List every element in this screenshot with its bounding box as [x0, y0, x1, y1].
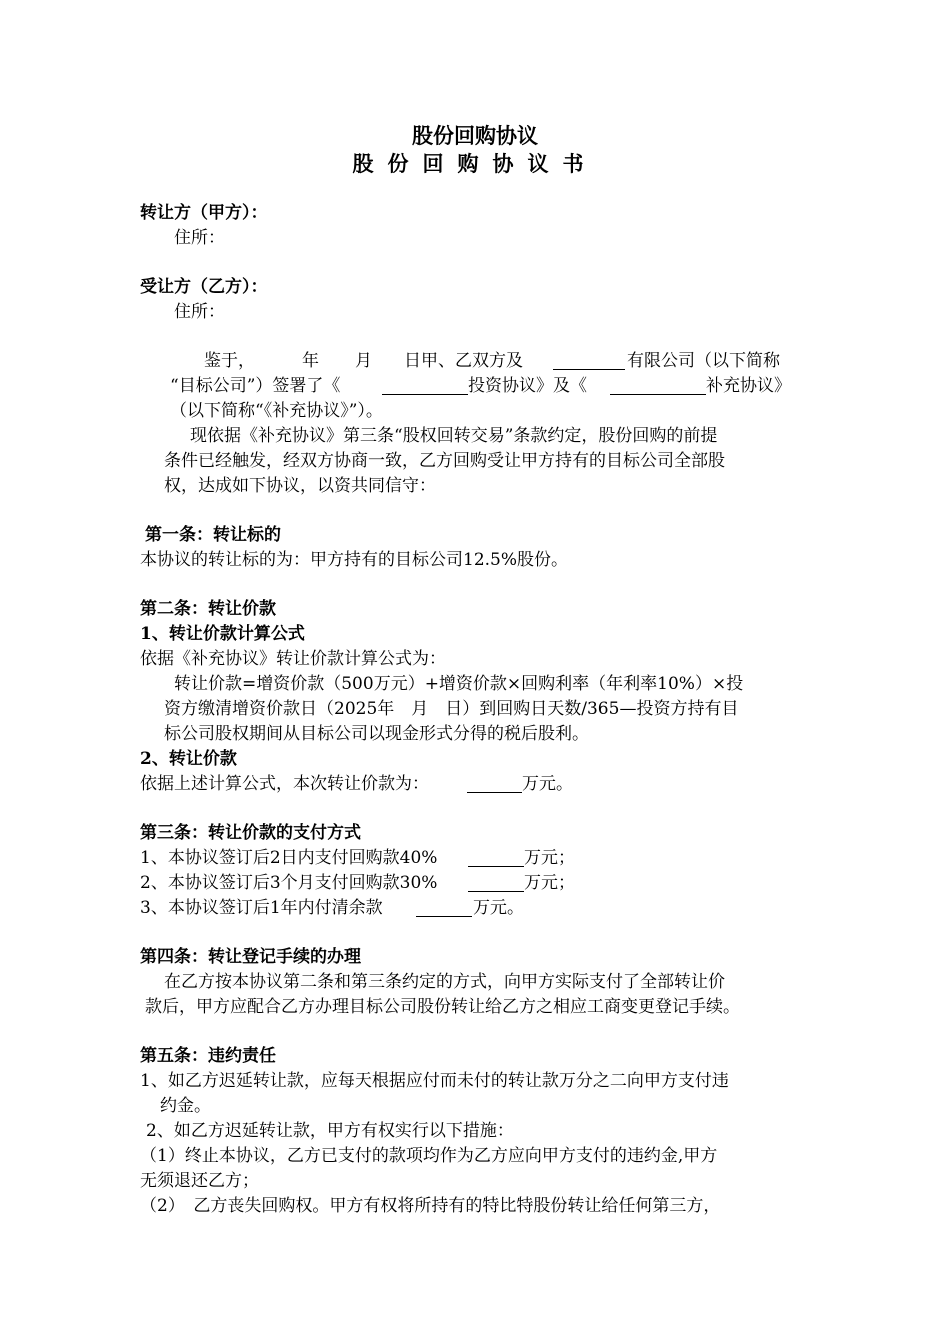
payment-item2-unit: 万元；	[524, 873, 575, 893]
formula-line2: 资方缴清增资价款日（2025年 月 日）到回购日天数/365—投资方持有目	[164, 699, 739, 719]
preamble-supplement: 补充协议》	[706, 376, 791, 396]
preamble-investment: 投资协议》及《	[468, 376, 587, 396]
article5-heading: 第五条：违约责任	[140, 1046, 276, 1066]
investment-agreement-blank	[382, 377, 468, 395]
company-name-blank	[553, 352, 625, 370]
price-blank	[467, 775, 522, 793]
liability-sub1-line1: （1）终止本协议，乙方已支付的款项均作为乙方应向甲方支付的违约金,甲方	[140, 1146, 718, 1166]
preamble-paragraph2-line2: 条件已经触发，经双方协商一致，乙方回购受让甲方持有的目标公司全部股	[164, 451, 725, 471]
preamble-whereas: 鉴于，	[204, 351, 255, 371]
payment-item2-blank	[468, 874, 524, 892]
transferor-address: 住所：	[174, 228, 225, 248]
transferor-label: 转让方（甲方）：	[140, 203, 268, 223]
article4-line2: 款后，甲方应配合乙方办理目标公司股份转让给乙方之相应工商变更登记手续。	[145, 997, 740, 1017]
payment-item3-blank	[416, 899, 472, 917]
liability-sub2: （2） 乙方丧失回购权。甲方有权将所持有的特比特股份转让给任何第三方，	[140, 1196, 721, 1216]
liability-item1-line1: 1、如乙方迟延转让款，应每天根据应付而未付的转让款万分之二向甲方支付违	[140, 1071, 729, 1091]
article4-line1: 在乙方按本协议第二条和第三条约定的方式，向甲方实际支付了全部转让价	[164, 972, 725, 992]
formula-line1: 转让价款=增资价款（500万元）+增资价款×回购利率（年利率10%）×投	[174, 674, 744, 694]
article2-sub1: 1、转让价款计算公式	[140, 624, 305, 644]
article2-heading: 第二条：转让价款	[140, 599, 276, 619]
payment-item1-blank	[468, 849, 524, 867]
article1-text: 本协议的转让标的为：甲方持有的目标公司12.5%股份。	[140, 550, 569, 570]
preamble-company: 有限公司（以下简称	[627, 351, 780, 371]
article3-heading: 第三条：转让价款的支付方式	[140, 823, 361, 843]
article1-heading: 第一条：转让标的	[145, 525, 281, 545]
payment-item3: 3、本协议签订后1年内付清余款	[140, 898, 383, 918]
preamble-abbreviation: （以下简称“《补充协议》”）。	[170, 401, 383, 421]
preamble-parties: 日甲、乙双方及	[404, 351, 523, 371]
article2-intro: 依据《补充协议》转让价款计算公式为：	[140, 649, 446, 669]
liability-sub1-line2: 无须退还乙方；	[140, 1171, 259, 1191]
payment-item3-unit: 万元。	[473, 898, 524, 918]
payment-item1-unit: 万元；	[524, 848, 575, 868]
supplement-agreement-blank	[610, 377, 706, 395]
formula-line3: 标公司股权期间从目标公司以现金形式分得的税后股利。	[164, 724, 589, 744]
document-subtitle: 股份回购协议书	[352, 151, 598, 176]
preamble-month: 月	[355, 351, 372, 371]
preamble-paragraph2-line3: 权，达成如下协议，以资共同信守：	[164, 476, 436, 496]
payment-item2: 2、本协议签订后3个月支付回购款30%	[140, 873, 438, 893]
transferee-label: 受让方（乙方）：	[140, 277, 268, 297]
document-title: 股份回购协议	[412, 123, 538, 148]
preamble-paragraph2-line1: 现依据《补充协议》第三条“股权回转交易”条款约定，股份回购的前提	[190, 426, 718, 446]
preamble-year: 年	[302, 351, 319, 371]
payment-item1: 1、本协议签订后2日内支付回购款40%	[140, 848, 438, 868]
transferee-address: 住所：	[174, 302, 225, 322]
liability-item2: 2、如乙方迟延转让款，甲方有权实行以下措施：	[146, 1121, 514, 1141]
price-text: 依据上述计算公式，本次转让价款为：	[140, 774, 429, 794]
price-unit: 万元。	[522, 774, 573, 794]
preamble-signed: “目标公司”）签署了《	[170, 376, 341, 396]
article2-sub2: 2、转让价款	[140, 749, 237, 769]
liability-item1-line2: 约金。	[160, 1096, 211, 1116]
article4-heading: 第四条：转让登记手续的办理	[140, 947, 361, 967]
